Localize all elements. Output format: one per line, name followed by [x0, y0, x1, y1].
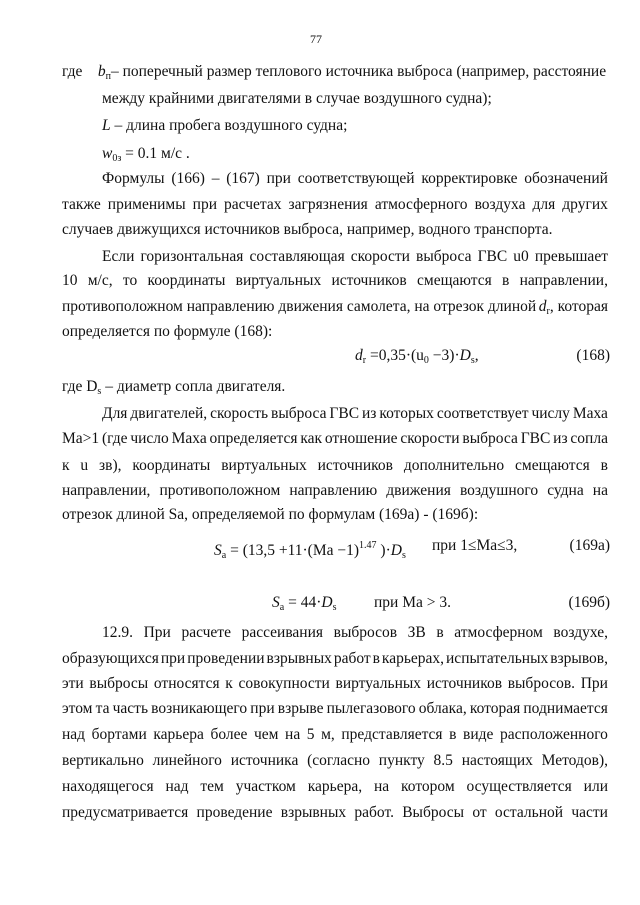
word: в [600, 457, 608, 474]
word: которых [379, 405, 434, 422]
word: зв), [99, 457, 122, 474]
word: выбросов [333, 624, 398, 641]
word: выброса [271, 405, 327, 422]
word: осуществляется [466, 778, 572, 795]
word: источников [317, 457, 393, 474]
p3-line-2 [62, 430, 608, 448]
definition-L-text: – длина пробега воздушного судна; [114, 117, 348, 134]
word: линейного [152, 752, 222, 769]
word: скорости [350, 248, 410, 265]
word: карьера, [307, 778, 363, 795]
definition-w-text: = 0.1 м/с . [125, 145, 190, 162]
word: координаты [147, 272, 226, 289]
word: рассеивания [241, 624, 324, 641]
word: виртуальных [335, 675, 422, 692]
word: источника [230, 752, 299, 769]
word: двигателей, [130, 405, 208, 422]
word: взрывных [266, 650, 332, 667]
symbol-L: L [102, 117, 111, 134]
word: пункту [378, 752, 425, 769]
word: (согласно [307, 752, 371, 769]
where-ds-sub: s [97, 386, 102, 397]
word: Ma>1 [62, 430, 100, 447]
word: (166) [171, 170, 205, 187]
formula-169a-condition: при 1≤Ma≤3, [432, 537, 518, 554]
p2-line-3-symbol [539, 298, 608, 321]
word: дополнительно [403, 457, 505, 474]
p2-line-2 [62, 272, 608, 290]
word: поднимается [523, 700, 608, 717]
word: Выбросы [402, 804, 465, 821]
word: от [472, 804, 487, 821]
word: карьера [153, 726, 204, 743]
p4-line-2 [62, 650, 608, 668]
word: также [62, 196, 101, 213]
word: противоположном [159, 482, 281, 499]
word: котором [401, 778, 455, 795]
symbol-d-sub: r [546, 306, 550, 317]
f169b-D-sub: s [332, 602, 337, 613]
p4-line-5 [62, 726, 608, 744]
p2-line-1 [102, 248, 608, 266]
word: воздуха [474, 196, 526, 213]
word: воздухе, [553, 624, 608, 641]
word: или [583, 778, 608, 795]
f169a-lhs-sub: a [221, 550, 227, 561]
word: ГВС [477, 248, 508, 265]
f169b-D: D [321, 594, 333, 611]
definition-L [102, 117, 347, 135]
word: ЗВ [407, 624, 426, 641]
word: 8.5 [433, 752, 453, 769]
word: работ. [354, 804, 394, 821]
f169a-D-sub: s [401, 550, 406, 561]
p3-line-5: отрезок длиной Sa, определяемой по формулам (169а) - (169б): [62, 506, 479, 523]
formula-169a [214, 537, 406, 565]
word: предусматривается [62, 804, 189, 821]
word: м/с, [87, 272, 113, 289]
word: в [449, 726, 457, 743]
word: Маха [171, 430, 207, 447]
word: виртуальных [221, 457, 307, 474]
f169a-sup: 1.47 [359, 540, 377, 551]
symbol-w-sub: 0з [112, 153, 122, 164]
p4-line-8 [62, 804, 608, 822]
p1-line-3: случаев движущихся источников выброса, например, водного транспорта. [62, 221, 553, 238]
word: смещаются [515, 457, 590, 474]
word: на [373, 778, 390, 795]
word: остальной [494, 804, 564, 821]
word: к [62, 457, 70, 474]
f168-end: , [474, 347, 479, 364]
word: сопла [570, 430, 608, 447]
word: работ [333, 650, 371, 667]
word: воздушного [459, 482, 539, 499]
word: число [130, 430, 169, 447]
definition-w [102, 145, 190, 168]
word: скорость [210, 405, 269, 422]
word: при [160, 650, 186, 667]
word: выброса [416, 248, 472, 265]
word: отношение [324, 430, 398, 447]
word: выбросов. [507, 675, 576, 692]
word: из [362, 405, 377, 422]
f168-D: D [459, 347, 471, 364]
word: направлению [289, 482, 378, 499]
word: ГВС [520, 430, 551, 447]
word: эти [62, 675, 84, 692]
word: u0 [513, 248, 529, 265]
p1-line-1 [102, 170, 608, 188]
p4-line-7 [62, 778, 608, 796]
word: атмосферном [454, 624, 543, 641]
f169b-lhs-sub: a [279, 602, 285, 613]
word: выбросы [89, 675, 149, 692]
word: взрыве [277, 700, 324, 717]
p4-line-4 [62, 700, 608, 718]
word: облака, [418, 700, 467, 717]
word: горизонтальная [140, 248, 244, 265]
p4-line-1 [102, 624, 608, 642]
word: соответствующей [297, 170, 415, 187]
word: вертикально [62, 752, 144, 769]
definition-b-text: – поперечный размер теплового источника выброса (например, расстояние [110, 63, 607, 80]
word: находящегося [62, 778, 154, 795]
word: источников [426, 675, 503, 692]
word: карьерах, [381, 650, 445, 667]
word: более [210, 726, 248, 743]
symbol-w: w [102, 145, 113, 162]
formula-169a-number: (169а) [569, 537, 610, 554]
word: при [266, 170, 291, 187]
word: составляющая [249, 248, 345, 265]
word: к [225, 675, 233, 692]
word: настоящих [461, 752, 533, 769]
where-ds-label: где D [62, 378, 98, 395]
word: которая [469, 700, 521, 717]
formula-169b-number: (169б) [568, 594, 610, 611]
word: расположенного [500, 726, 608, 743]
f168-lhs-sub: r [362, 355, 367, 366]
formula-168 [355, 347, 479, 370]
word: движения [386, 482, 451, 499]
word: числу [531, 405, 570, 422]
formula-168-number: (168) [576, 347, 610, 364]
where-ds [62, 378, 285, 401]
word: представляется [341, 726, 443, 743]
word: на [592, 482, 608, 499]
word: в [436, 624, 444, 641]
word: координаты [132, 457, 211, 474]
word: взрывных [280, 804, 347, 821]
word: При [580, 675, 608, 692]
word: как [300, 430, 323, 447]
p3-line-4 [62, 482, 608, 500]
word: виртуальных [235, 272, 322, 289]
word: в [501, 272, 510, 289]
word: При [143, 624, 171, 641]
where-label: где [62, 63, 83, 80]
word: 10 [62, 272, 78, 289]
word: при [192, 196, 218, 213]
word: обозначений [524, 170, 608, 187]
f169b-body: = 44· [284, 594, 322, 611]
word: совокупности [238, 675, 330, 692]
definition-b-cont: между крайними двигателями в случае воздушного судна); [102, 90, 492, 107]
word: этом [62, 700, 93, 717]
word: источников [331, 272, 407, 289]
word: судна [547, 482, 584, 499]
word: взрывов, [550, 650, 608, 667]
word: бортами [91, 726, 147, 743]
f169b-lhs: S [272, 594, 280, 611]
word: участком [235, 778, 296, 795]
word: превышает [534, 248, 608, 265]
word: на [285, 726, 301, 743]
formula-169b [272, 594, 336, 617]
word: та [95, 700, 110, 717]
p1-line-2 [62, 196, 608, 214]
f168-body: =0,35·(u [366, 347, 424, 364]
p3-line-3 [62, 457, 608, 475]
word: загрязнения [288, 196, 368, 213]
word: соответствует [436, 405, 529, 422]
word: скорости [400, 430, 460, 447]
word: (167) [226, 170, 260, 187]
word: над [62, 726, 86, 743]
word: определяется [209, 430, 298, 447]
definition-b [62, 63, 606, 86]
word: для [532, 196, 556, 213]
f168-D-sub: s [470, 355, 475, 366]
f169a-lhs: S [214, 542, 222, 559]
word: – [211, 170, 220, 187]
p4-line-6 [62, 752, 608, 770]
symbol-b-sub: п [105, 71, 111, 82]
symbol-d: d [538, 298, 547, 315]
word: испытательных [446, 650, 549, 667]
word: проведение [196, 804, 273, 821]
word: направлении, [519, 272, 608, 289]
f168-tail: −3)· [428, 347, 460, 364]
word: Маха [572, 405, 608, 422]
p2-line-3 [62, 298, 608, 321]
f169a-D: D [390, 542, 402, 559]
word: в [372, 650, 380, 667]
word: расчете [181, 624, 231, 641]
p2-line-4: определяется по формуле (168): [62, 323, 273, 340]
word: корректировке [421, 170, 518, 187]
word: u [80, 457, 89, 474]
word: расчетах [224, 196, 282, 213]
word: относятся [153, 675, 220, 692]
word: применимы [107, 196, 186, 213]
word: тем [200, 778, 224, 795]
word: 5 [306, 726, 315, 743]
word: Формулы [102, 170, 165, 187]
p3-line-1 [102, 405, 608, 423]
word: пылегазового [326, 700, 416, 717]
p2-line-3-text: противоположном направлению движения самолета, на отрезок длиной [62, 298, 537, 315]
word: из [553, 430, 568, 447]
word: выброса [462, 430, 518, 447]
f169a-body: = (13,5 +11·(Ma −1) [226, 542, 360, 559]
word: над [165, 778, 189, 795]
f168-u-sub: 0 [423, 355, 429, 366]
word: проведении [187, 650, 265, 667]
word: Для [102, 405, 128, 422]
word: Методов), [541, 752, 608, 769]
f169a-tail: )· [376, 542, 391, 559]
word: атмосферного [374, 196, 468, 213]
f168-lhs: d [355, 347, 363, 364]
word: при [250, 700, 275, 717]
word: виде [463, 726, 494, 743]
word: то [122, 272, 138, 289]
word: Если [102, 248, 135, 265]
formula-169b-condition: при Ma > 3. [374, 594, 451, 611]
word: части [571, 804, 608, 821]
word: возникающего [151, 700, 248, 717]
word: направлении, [62, 482, 151, 499]
word: ГВС [329, 405, 360, 422]
p4-line-3 [62, 675, 608, 693]
word: образующихся [62, 650, 159, 667]
where-ds-text: – диаметр сопла двигателя. [101, 378, 286, 395]
word: смещаются [417, 272, 492, 289]
word: чем [253, 726, 279, 743]
word: (где [101, 430, 128, 447]
word: м, [321, 726, 335, 743]
word: других [562, 196, 608, 213]
page-number: 77 [310, 32, 322, 46]
word: 12.9. [102, 624, 133, 641]
word: часть [112, 700, 149, 717]
symbol-b: b [97, 63, 106, 80]
p2-line-3-tail: , которая [549, 298, 608, 315]
